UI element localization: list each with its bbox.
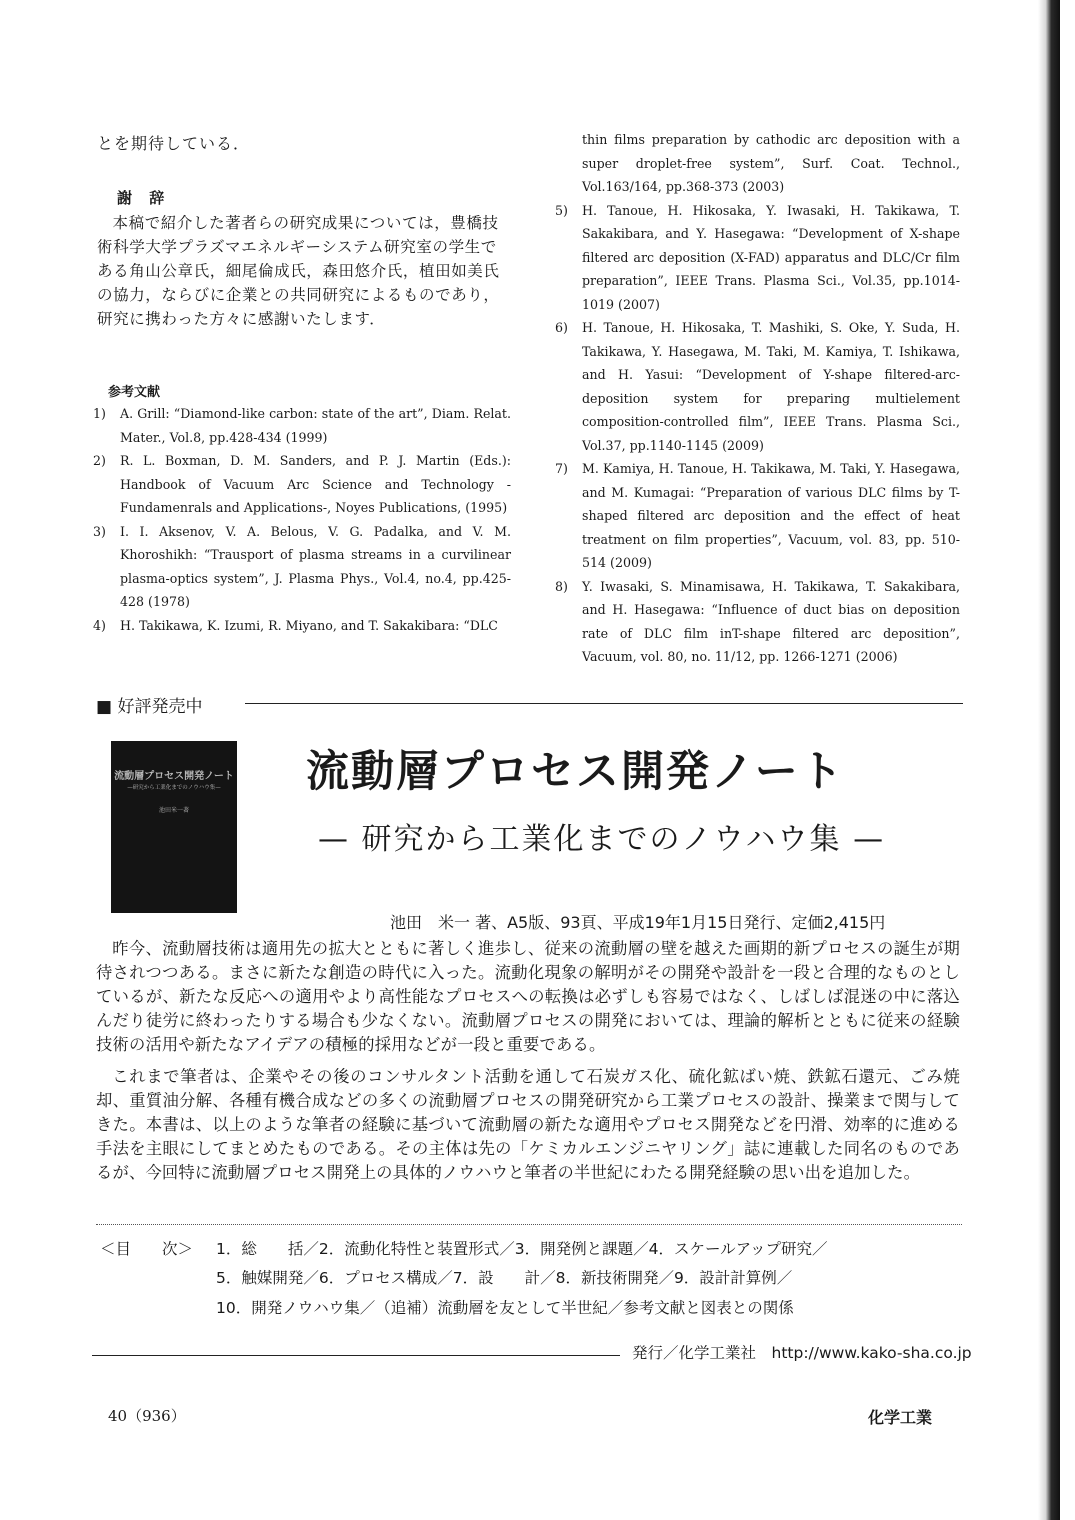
- reference-text: R. L. Boxman, D. M. Sanders, and P. J. Martin (Eds.): Handbook of Vacuum Arc Science and Technology -Fundamenrals and Applications-, Noyes Publications, (1995): [120, 453, 511, 515]
- book-subtitle: — 研究から工業化までのノウハウ集 —: [318, 822, 886, 857]
- description-paragraph-1: 昨今、流動層技術は適用先の拡大とともに著しく進歩し、従来の流動層の壁を越えた画期的新プロセスの誕生が期待されつつある。まさに新たな創造の時代に入った。流動化現象の解明がその開発や設計を一段と合理的なものとしているが、新たな反応への適用やより高性能なプロセスへの転換は必ずしも容易ではなく、しばしば混迷の中に落込んだり徒労に終わったりする場合も少なくない。流動層プロセスの開発においては、理論的解析とともに従来の経験技術の活用や新たなアイデアの積極的採用などが一段と重要である。: [96, 939, 960, 1054]
- reference-item: [93, 402, 511, 449]
- publisher-rule: [92, 1355, 620, 1356]
- intro-line: とを期待している．: [97, 134, 251, 153]
- reference-text: Y. Iwasaki, S. Minamisawa, H. Takikawa, T. Sakakibara, and H. Hasegawa: “Influence of duct bias on deposition rate of DLC film inT-shape filtered arc deposition”, Vacuum, vol. 80, no. 11/12, pp. 1266-1271 (2006): [582, 578, 960, 664]
- reference-text: I. I. Aksenov, V. A. Belous, V. G. Padalka, and V. M. Khoroshikh: “Trausport of plasma streams in a curvilinear plasma-optics system”, J. Plasma Phys., Vol.4, no.4, pp.425-428 (1978): [120, 523, 511, 609]
- reference-text: A. Grill: “Diamond-like carbon: state of the art”, Diam. Relat. Mater., Vol.8, pp.428-434 (1999): [120, 406, 511, 445]
- reference-item: [555, 457, 960, 575]
- book-title: 流動層プロセス開発ノート: [306, 747, 845, 797]
- book-info: 池田 米一 著、A5版、93頁、平成19年1月15日発行、定価2,415円: [390, 913, 886, 932]
- reference-item: [555, 575, 960, 669]
- reference-text: M. Kamiya, H. Tanoue, H. Takikawa, M. Taki, Y. Hasegawa, and M. Kumagai: “Preparation of various DLC films by T-shaped filtered arc deposition and the effect of heat treatment on film properties”, Vacuum, vol. 83, pp. 510-514 (2009): [582, 461, 960, 570]
- ad-heading-rule: [245, 703, 963, 704]
- ad-heading: ■ 好評発売中: [96, 697, 203, 717]
- page-number: 40（936）: [108, 1407, 186, 1425]
- reference-number: 5): [555, 202, 568, 218]
- reference-number: 6): [555, 320, 568, 335]
- toc-divider: [96, 1224, 962, 1225]
- reference-item: [93, 614, 511, 638]
- reference-number: 4): [93, 617, 106, 633]
- reference-number: 3): [93, 523, 106, 539]
- description-paragraph-2: これまで筆者は、企業やその後のコンサルタント活動を通して石炭ガス化、硫化鉱ばい焼、鉄鉱石還元、ごみ焼却、重質油分解、各種有機合成などの多くの流動層プロセスの開発研究から工業プロセスの設計、操業まで関与してきた。本書は、以上のような筆者の経験に基づいて流動層の新たな適用やプロセス開発などを円滑、効率的に進める手法を主眼にしてまとめたものである。その主体は先の「ケミカルエンジニヤリング」誌に連載した同名のものであるが、今回特に流動層プロセス開発上の具体的ノウハウと筆者の半世紀にわたる開発経験の思い出を追加した。: [96, 1067, 960, 1182]
- publisher-line: 発行／化学工業社 http://www.kako-sha.co.jp: [632, 1344, 972, 1362]
- reference-item: [93, 520, 511, 614]
- toc-line: 1．総 括／2．流動化特性と装置形式／3．開発例と課題／4．スケールアップ研究／: [216, 1240, 828, 1258]
- acknowledgement-body: 本稿で紹介した著者らの研究成果については，豊橋技術科学大学プラズマエネルギーシステム研究室の学生である角山公章氏，細尾倫成氏，森田悠介氏，植田如美氏の協力，ならびに企業との共同研究によるものであり，研究に携わった方々に感謝いたします．: [97, 214, 500, 328]
- cover-author: 池田米一著: [158, 807, 189, 814]
- binding-edge: [1038, 0, 1060, 1520]
- reference-item: [555, 199, 960, 317]
- acknowledgement-heading: 謝 辞: [117, 189, 171, 207]
- book-cover-image: [111, 741, 237, 913]
- cover-subtitle: —研究から工業化までのノウハウ集—: [127, 785, 221, 791]
- toc-label: ＜目 次＞: [100, 1240, 194, 1258]
- reference-number: 8): [555, 578, 568, 594]
- journal-name: 化学工業: [868, 1408, 933, 1427]
- reference-number: 7): [555, 461, 568, 476]
- reference-text: H. Tanoue, H. Hikosaka, T. Mashiki, S. Oke, Y. Suda, H. Takikawa, Y. Hasegawa, M. Taki, M. Kamiya, T. Ishikawa, and H. Yasui: “Development of Y-shape filtered-arc-deposition system for preparing multielement composition-controlled film”, IEEE Trans. Plasma Sci., Vol.37, pp.1140-1145 (2009): [582, 320, 960, 453]
- references-list-right: [555, 128, 960, 669]
- reference-text: thin films preparation by cathodic arc deposition with a super droplet-free system”, Surf. Coat. Technol., Vol.163/164, pp.368-373 (2003): [582, 132, 960, 194]
- references-heading: 参考文献: [108, 385, 161, 400]
- toc-line: 10．開発ノウハウ集／（追補）流動層を友として半世紀／参考文献と図表との関係: [216, 1299, 794, 1317]
- references-list-left: [93, 402, 511, 637]
- reference-item: [555, 316, 960, 457]
- reference-item: [93, 449, 511, 520]
- reference-text: H. Tanoue, H. Hikosaka, Y. Iwasaki, H. Takikawa, T. Sakakibara, and Y. Hasegawa: “Development of X-shape filtered arc deposition (X-FAD) apparatus and DLC/Cr film preparation”, IEEE Trans. Plasma Sci., Vol.35, pp.1014-1019 (2007): [582, 202, 960, 312]
- reference-number: 2): [93, 453, 106, 468]
- reference-item: [555, 128, 960, 199]
- cover-title: 流動層プロセス開発ノート: [114, 771, 234, 782]
- reference-number: 1): [93, 406, 106, 421]
- toc-line: 5．触媒開発／6．プロセス構成／7．設 計／8．新技術開発／9．設計計算例／: [216, 1269, 793, 1287]
- reference-text: H. Takikawa, K. Izumi, R. Miyano, and T. Sakakibara: “DLC: [120, 617, 498, 633]
